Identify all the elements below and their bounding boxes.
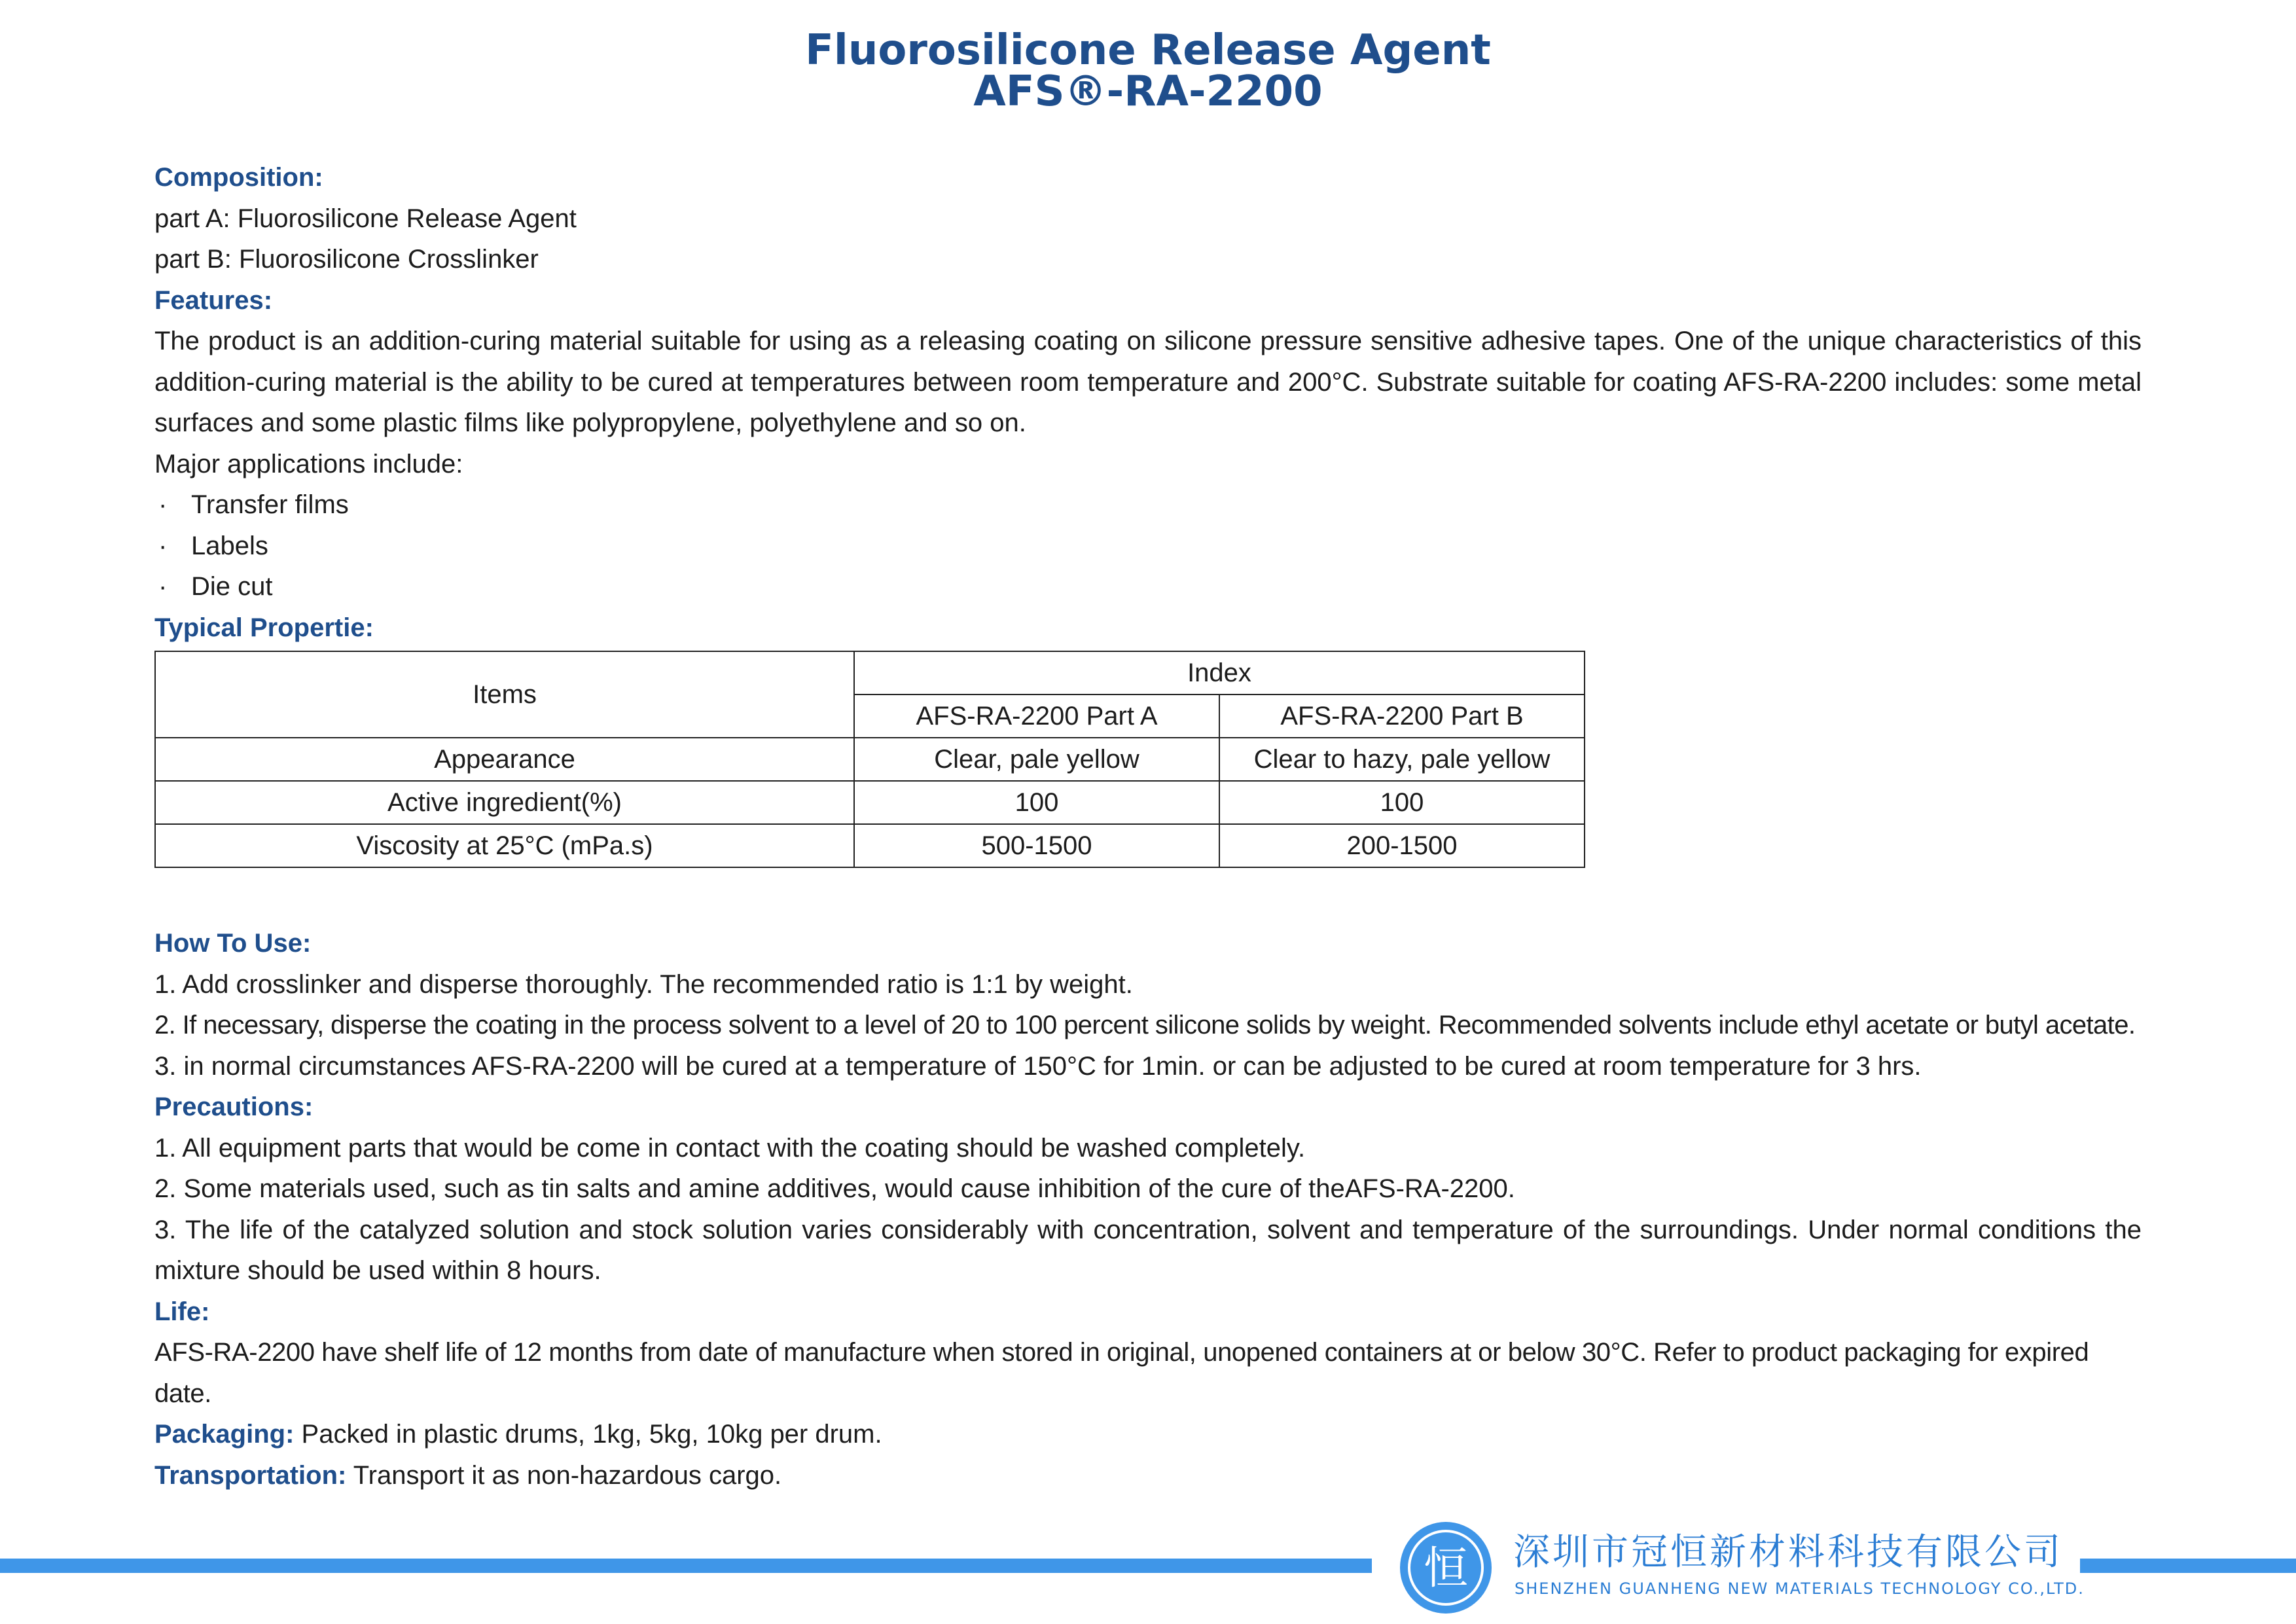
life-text: AFS-RA-2200 have shelf life of 12 months from date of manufacture when stored in original, unopened containers at or below 30°C. Refer to product packaging for expired date.: [154, 1338, 2089, 1408]
composition-part-b: part B: Fluorosilicone Crosslinker: [154, 245, 539, 274]
product-code-title: AFS®-RA-2200: [973, 67, 1323, 116]
how-to-use-step: 2. If necessary, disperse the coating in the process solvent to a level of 20 to 100 percent silicone solids by weight. Recommended solvents include ethyl acetate or butyl acetate.: [154, 1011, 2136, 1039]
application-item: Transfer films: [191, 490, 349, 519]
footer-bar-left: [0, 1559, 1372, 1573]
features-paragraph: The product is an addition-curing material suitable for using as a releasing coating on silicone pressure sensitive adhesive tapes. One of the unique characteristics of this addition-curing material is the ability to be cured at temperatures between room temperature and 200°C. Substrate suitable for coating AFS-RA-2200 includes: some metal surfaces and some plastic films like polypropylene, polyethylene and so on.: [154, 327, 2142, 437]
header-part-b: AFS-RA-2200 Part B: [1219, 695, 1585, 738]
document-body: [154, 157, 2142, 1496]
how-to-use-heading: How To Use:: [154, 929, 312, 958]
list-item: [154, 566, 2142, 607]
logo-icon: [1399, 1521, 1493, 1615]
typical-properties-heading: Typical Propertie:: [154, 613, 374, 642]
cell-item: Active ingredient(%): [155, 781, 854, 824]
header-index: Index: [854, 651, 1585, 695]
bullet-icon: ·: [158, 490, 168, 519]
header-items: Items: [155, 651, 854, 738]
composition-part-a: part A: Fluorosilicone Release Agent: [154, 204, 577, 233]
how-to-use-step: 3. in normal circumstances AFS-RA-2200 will be cured at a temperature of 150°C for 1min. or can be adjusted to be cured at room temperature for 3 hrs.: [154, 1051, 1922, 1081]
life-heading: Life:: [154, 1297, 210, 1326]
list-item: [154, 526, 2142, 567]
cell-part-b: Clear to hazy, pale yellow: [1219, 738, 1585, 781]
document-title: Fluorosilicone Release Agent: [805, 26, 1491, 75]
table-row: [155, 738, 1585, 781]
how-to-use-step: 1. Add crosslinker and disperse thoroughly. The recommended ratio is 1:1 by weight.: [154, 969, 1133, 999]
applications-intro: Major applications include:: [154, 449, 463, 478]
bullet-icon: ·: [158, 572, 168, 601]
packaging-text: Packed in plastic drums, 1kg, 5kg, 10kg per drum.: [294, 1420, 882, 1449]
precaution-item: 1. All equipment parts that would be come in contact with the coating should be washed completely.: [154, 1133, 1306, 1163]
logo-glyph: 恒: [1423, 1543, 1469, 1595]
cell-part-a: 100: [854, 781, 1219, 824]
transportation-text: Transport it as non-hazardous cargo.: [346, 1460, 782, 1490]
cell-part-b: 100: [1219, 781, 1585, 824]
table-row: [155, 781, 1585, 824]
table-row: [155, 824, 1585, 867]
precautions-heading: Precautions:: [154, 1092, 314, 1121]
header-part-a: AFS-RA-2200 Part A: [854, 695, 1219, 738]
features-heading: Features:: [154, 285, 273, 315]
composition-heading: Composition:: [154, 163, 323, 192]
precaution-item: 2. Some materials used, such as tin salts and amine additives, would cause inhibition of the cure of theAFS-RA-2200.: [154, 1174, 1515, 1203]
precaution-item: 3. The life of the catalyzed solution and stock solution varies considerably with concentration, solvent and temperature of the surroundings. Under normal conditions the mixture should be used within 8 hours.: [154, 1215, 2142, 1285]
cell-item: Viscosity at 25°C (mPa.s): [155, 824, 854, 867]
application-item: Die cut: [191, 572, 273, 601]
footer-bar-right: [2080, 1559, 2296, 1573]
packaging-heading: Packaging:: [154, 1420, 295, 1449]
company-name-english: SHENZHEN GUANHENG NEW MATERIALS TECHNOLOGY CO.,LTD.: [1515, 1579, 2085, 1598]
application-item: Labels: [191, 531, 268, 560]
cell-part-a: Clear, pale yellow: [854, 738, 1219, 781]
properties-table: [154, 651, 1585, 868]
company-name-chinese: 深圳市冠恒新材料科技有限公司: [1513, 1531, 2063, 1574]
packaging-line: [154, 1414, 2142, 1455]
table-header-row: [155, 651, 1585, 695]
transportation-heading: Transportation:: [154, 1460, 347, 1490]
cell-part-b: 200-1500: [1219, 824, 1585, 867]
bullet-icon: ·: [158, 531, 168, 560]
cell-item: Appearance: [155, 738, 854, 781]
company-logo: [1399, 1521, 1493, 1615]
list-item: [154, 484, 2142, 526]
cell-part-a: 500-1500: [854, 824, 1219, 867]
transportation-line: [154, 1455, 2142, 1496]
